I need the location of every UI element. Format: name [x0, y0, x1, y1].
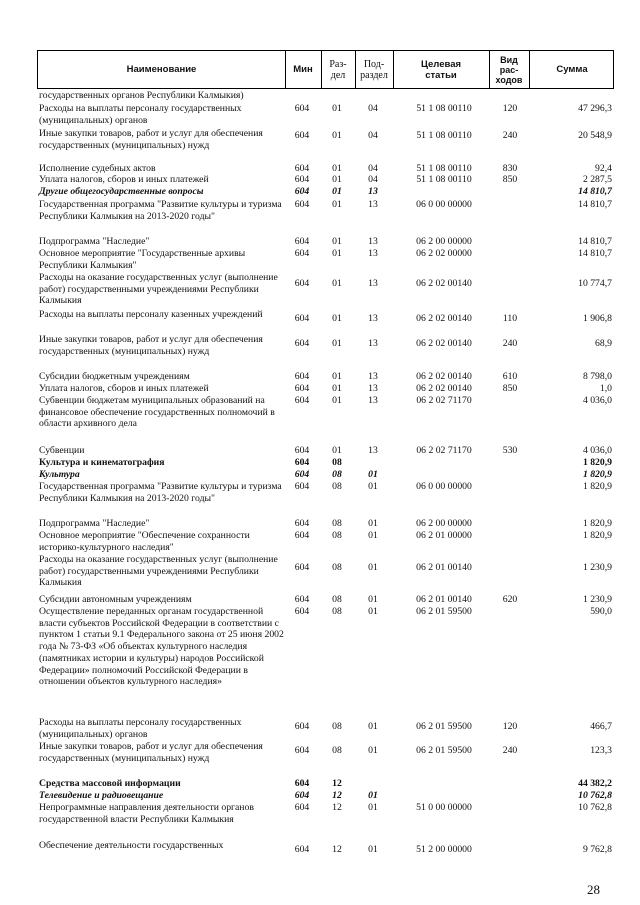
- cell-name: Основное мероприятие "Обеспечение сохранности историко-культурного наследия": [39, 530, 250, 553]
- cell-razd: 01: [332, 199, 342, 210]
- cell-pod: 01: [368, 594, 378, 605]
- cell-name: Уплата налогов, сборов и иных платежей: [39, 383, 209, 394]
- cell-tsel: 06 0 00 00000: [416, 481, 472, 492]
- cell-min: 604: [294, 174, 310, 185]
- cell-sum: 14 810,7: [578, 248, 612, 259]
- cell-name: Средства массовой информации: [39, 778, 181, 789]
- cell-tsel: 06 2 02 71170: [416, 395, 472, 406]
- header-tselevaya: Целевая статьи: [420, 58, 462, 81]
- cell-tsel: 06 2 01 59500: [416, 745, 472, 756]
- cell-razd: 01: [332, 383, 342, 394]
- cell-name: государственных органов Республики Калмыкия): [39, 90, 244, 101]
- cell-sum: 10 774,7: [578, 278, 612, 289]
- cell-vid: 830: [502, 163, 518, 174]
- cell-sum: 4 036,0: [582, 445, 612, 456]
- cell-name: Субвенции: [39, 445, 85, 456]
- cell-tsel: 06 2 01 59500: [416, 721, 472, 732]
- cell-sum: 14 810,7: [578, 186, 612, 197]
- cell-tsel: 06 2 01 00140: [416, 594, 472, 605]
- cell-min: 604: [294, 278, 310, 289]
- cell-sum: 1 230,9: [582, 562, 612, 573]
- cell-vid: 620: [502, 594, 518, 605]
- cell-vid: 240: [502, 745, 518, 756]
- cell-tsel: 51 1 08 00110: [416, 103, 472, 114]
- cell-tsel: 51 1 08 00110: [416, 163, 472, 174]
- cell-sum: 92,4: [595, 163, 612, 174]
- cell-vid: 120: [502, 721, 518, 732]
- cell-min: 604: [294, 445, 310, 456]
- cell-razd: 08: [332, 745, 342, 756]
- cell-sum: 68,9: [595, 338, 612, 349]
- cell-pod: 13: [368, 338, 378, 349]
- cell-razd: 01: [332, 313, 342, 324]
- cell-name: Расходы на оказание государственных услуг (выполнение работ) государственными учреждениями Республики Калмыкия: [39, 272, 278, 307]
- cell-razd: 01: [332, 248, 342, 259]
- cell-tsel: 06 2 01 00000: [416, 530, 472, 541]
- cell-razd: 08: [332, 457, 342, 468]
- cell-sum: 4 036,0: [582, 395, 612, 406]
- cell-pod: 13: [368, 199, 378, 210]
- cell-min: 604: [294, 186, 310, 197]
- cell-min: 604: [294, 371, 310, 382]
- cell-min: 604: [294, 199, 310, 210]
- cell-name: Расходы на оказание государственных услуг (выполнение работ) государственными учреждениями Республики Калмыкия: [39, 554, 278, 589]
- cell-tsel: 51 1 08 00110: [416, 130, 472, 141]
- cell-pod: 13: [368, 278, 378, 289]
- cell-pod: 01: [368, 530, 378, 541]
- cell-name: Расходы на выплаты персоналу государственных (муниципальных) органов: [39, 103, 242, 126]
- cell-name: Иные закупки товаров, работ и услуг для обеспечения государственных (муниципальных) нужд: [39, 334, 263, 357]
- cell-name: Государственная программа "Развитие культуры и туризма Республики Калмыкия на 2013-2020 годы": [39, 199, 282, 222]
- header-name: Наименование: [126, 64, 197, 75]
- cell-name: Другие общегосударственные вопросы: [39, 186, 204, 197]
- cell-min: 604: [294, 103, 310, 114]
- cell-tsel: 06 2 02 00000: [416, 248, 472, 259]
- cell-vid: 850: [502, 383, 518, 394]
- header-razdel: Раз- дел: [329, 58, 347, 81]
- cell-pod: 04: [368, 103, 378, 114]
- cell-min: 604: [294, 530, 310, 541]
- cell-name: Осуществление переданных органам государственной власти субъектов Российской Федерации в соответствии с пунктом 1 статьи 9.1 Федерального закона от 25 июня 2002 года № 73-ФЗ «Об объектах культурного наследия (памятниках истории и культуры) народов Российской Федерации» полномочий Российской Федерации в отношении объектов культурного наследия»: [39, 606, 284, 688]
- cell-vid: 110: [502, 313, 518, 324]
- cell-sum: 1 820,9: [582, 530, 612, 541]
- cell-pod: 01: [368, 518, 378, 529]
- cell-name: Исполнение судебных актов: [39, 163, 156, 174]
- cell-pod: 01: [368, 606, 378, 617]
- cell-razd: 01: [332, 338, 342, 349]
- cell-min: 604: [294, 594, 310, 605]
- cell-pod: 01: [368, 721, 378, 732]
- table-header: [37, 50, 614, 89]
- cell-pod: 04: [368, 130, 378, 141]
- cell-sum: 1 820,9: [582, 457, 612, 468]
- cell-sum: 14 810,7: [578, 199, 612, 210]
- cell-tsel: 06 2 01 00140: [416, 562, 472, 573]
- cell-tsel: 06 0 00 00000: [416, 199, 472, 210]
- cell-pod: 13: [368, 445, 378, 456]
- cell-sum: 47 296,3: [578, 103, 612, 114]
- cell-sum: 1,0: [599, 383, 612, 394]
- cell-sum: 2 287,5: [582, 174, 612, 185]
- cell-vid: 120: [502, 103, 518, 114]
- header-podrazdel: Под- раздел: [360, 58, 388, 81]
- cell-sum: 8 798,0: [582, 371, 612, 382]
- cell-name: Государственная программа "Развитие культуры и туризма Республики Калмыкия на 2013-2020 годы": [39, 481, 282, 504]
- page-number: 28: [587, 882, 600, 897]
- cell-min: 604: [294, 130, 310, 141]
- cell-razd: 01: [332, 278, 342, 289]
- cell-sum: 9 762,8: [582, 844, 612, 855]
- cell-razd: 12: [332, 790, 342, 801]
- cell-razd: 01: [332, 371, 342, 382]
- cell-pod: 13: [368, 371, 378, 382]
- cell-pod: 01: [368, 469, 378, 480]
- cell-min: 604: [294, 163, 310, 174]
- cell-pod: 04: [368, 174, 378, 185]
- cell-min: 604: [294, 383, 310, 394]
- cell-razd: 08: [332, 518, 342, 529]
- cell-tsel: 51 2 00 00000: [416, 844, 472, 855]
- cell-min: 604: [294, 338, 310, 349]
- cell-name: Уплата налогов, сборов и иных платежей: [39, 174, 209, 185]
- header-summa: Сумма: [556, 64, 588, 75]
- cell-min: 604: [294, 606, 310, 617]
- cell-tsel: 06 2 00 00000: [416, 518, 472, 529]
- cell-sum: 14 810,7: [578, 236, 612, 247]
- cell-razd: 12: [332, 778, 342, 789]
- cell-pod: 01: [368, 745, 378, 756]
- cell-tsel: 06 2 01 59500: [416, 606, 472, 617]
- cell-razd: 08: [332, 721, 342, 732]
- cell-min: 604: [294, 457, 310, 468]
- cell-razd: 01: [332, 163, 342, 174]
- cell-min: 604: [294, 790, 310, 801]
- cell-min: 604: [294, 469, 310, 480]
- cell-name: Иные закупки товаров, работ и услуг для обеспечения государственных (муниципальных) нужд: [39, 128, 263, 151]
- cell-min: 604: [294, 313, 310, 324]
- cell-name: Иные закупки товаров, работ и услуг для обеспечения государственных (муниципальных) нужд: [39, 741, 263, 764]
- cell-min: 604: [294, 395, 310, 406]
- cell-razd: 08: [332, 606, 342, 617]
- cell-sum: 1 820,9: [582, 481, 612, 492]
- cell-pod: 01: [368, 844, 378, 855]
- cell-sum: 10 762,8: [578, 790, 612, 801]
- cell-tsel: 06 2 02 71170: [416, 445, 472, 456]
- cell-sum: 590,0: [590, 606, 612, 617]
- cell-razd: 01: [332, 186, 342, 197]
- cell-pod: 13: [368, 313, 378, 324]
- cell-tsel: 06 2 02 00140: [416, 338, 472, 349]
- cell-min: 604: [294, 745, 310, 756]
- cell-name: Подпрограмма "Наследие": [39, 518, 150, 529]
- cell-pod: 01: [368, 481, 378, 492]
- cell-min: 604: [294, 236, 310, 247]
- cell-name: Субсидии автономным учреждениям: [39, 594, 192, 605]
- cell-pod: 01: [368, 562, 378, 573]
- cell-name: Обеспечение деятельности государственных: [39, 840, 224, 851]
- cell-razd: 08: [332, 481, 342, 492]
- header-vid: Вид рас- ходов: [495, 54, 523, 85]
- cell-name: Основное мероприятие "Государственные архивы Республики Калмыкия": [39, 248, 246, 271]
- cell-tsel: 06 2 02 00140: [416, 313, 472, 324]
- cell-sum: 44 382,2: [578, 778, 612, 789]
- cell-razd: 01: [332, 174, 342, 185]
- cell-min: 604: [294, 562, 310, 573]
- cell-razd: 12: [332, 844, 342, 855]
- cell-min: 604: [294, 721, 310, 732]
- cell-razd: 08: [332, 469, 342, 480]
- cell-pod: 04: [368, 163, 378, 174]
- cell-pod: 01: [368, 790, 378, 801]
- cell-vid: 530: [502, 445, 518, 456]
- cell-pod: 13: [368, 186, 378, 197]
- cell-tsel: 06 2 02 00140: [416, 371, 472, 382]
- cell-pod: 13: [368, 395, 378, 406]
- cell-min: 604: [294, 248, 310, 259]
- cell-pod: 13: [368, 248, 378, 259]
- cell-min: 604: [294, 778, 310, 789]
- cell-sum: 1 906,8: [582, 313, 612, 324]
- cell-name: Непрограммные направления деятельности органов государственной власти Республики Калмыкия: [39, 802, 254, 825]
- cell-name: Субвенции бюджетам муниципальных образований на финансовое обеспечение государственных полномочий в области архивного дела: [39, 395, 275, 430]
- cell-razd: 12: [332, 802, 342, 813]
- cell-razd: 08: [332, 562, 342, 573]
- cell-min: 604: [294, 802, 310, 813]
- cell-sum: 1 820,9: [582, 469, 612, 480]
- cell-tsel: 06 2 02 00140: [416, 278, 472, 289]
- cell-razd: 08: [332, 530, 342, 541]
- cell-tsel: 06 2 00 00000: [416, 236, 472, 247]
- cell-name: Культура и кинематография: [39, 457, 165, 468]
- cell-tsel: 06 2 02 00140: [416, 383, 472, 394]
- cell-name: Подпрограмма "Наследие": [39, 236, 150, 247]
- cell-name: Расходы на выплаты персоналу казенных учреждений: [39, 309, 263, 320]
- cell-sum: 20 548,9: [578, 130, 612, 141]
- cell-vid: 850: [502, 174, 518, 185]
- header-min: Мин: [293, 64, 313, 75]
- cell-sum: 1 820,9: [582, 518, 612, 529]
- cell-sum: 1 230,9: [582, 594, 612, 605]
- cell-razd: 01: [332, 130, 342, 141]
- cell-pod: 01: [368, 802, 378, 813]
- cell-pod: 13: [368, 236, 378, 247]
- cell-name: Телевидение и радиовещание: [39, 790, 164, 801]
- cell-tsel: 51 1 08 00110: [416, 174, 472, 185]
- cell-name: Культура: [39, 469, 80, 480]
- cell-name: Субсидии бюджетным учреждениям: [39, 371, 190, 382]
- cell-sum: 10 762,8: [578, 802, 612, 813]
- cell-vid: 610: [502, 371, 518, 382]
- cell-tsel: 51 0 00 00000: [416, 802, 472, 813]
- cell-name: Расходы на выплаты персоналу государственных (муниципальных) органов: [39, 717, 242, 740]
- cell-min: 604: [294, 844, 310, 855]
- cell-pod: 13: [368, 383, 378, 394]
- cell-vid: 240: [502, 338, 518, 349]
- cell-min: 604: [294, 518, 310, 529]
- cell-sum: 466,7: [590, 721, 612, 732]
- cell-razd: 08: [332, 594, 342, 605]
- cell-vid: 240: [502, 130, 518, 141]
- cell-razd: 01: [332, 395, 342, 406]
- cell-razd: 01: [332, 103, 342, 114]
- cell-razd: 01: [332, 236, 342, 247]
- cell-sum: 123,3: [590, 745, 612, 756]
- cell-razd: 01: [332, 445, 342, 456]
- cell-min: 604: [294, 481, 310, 492]
